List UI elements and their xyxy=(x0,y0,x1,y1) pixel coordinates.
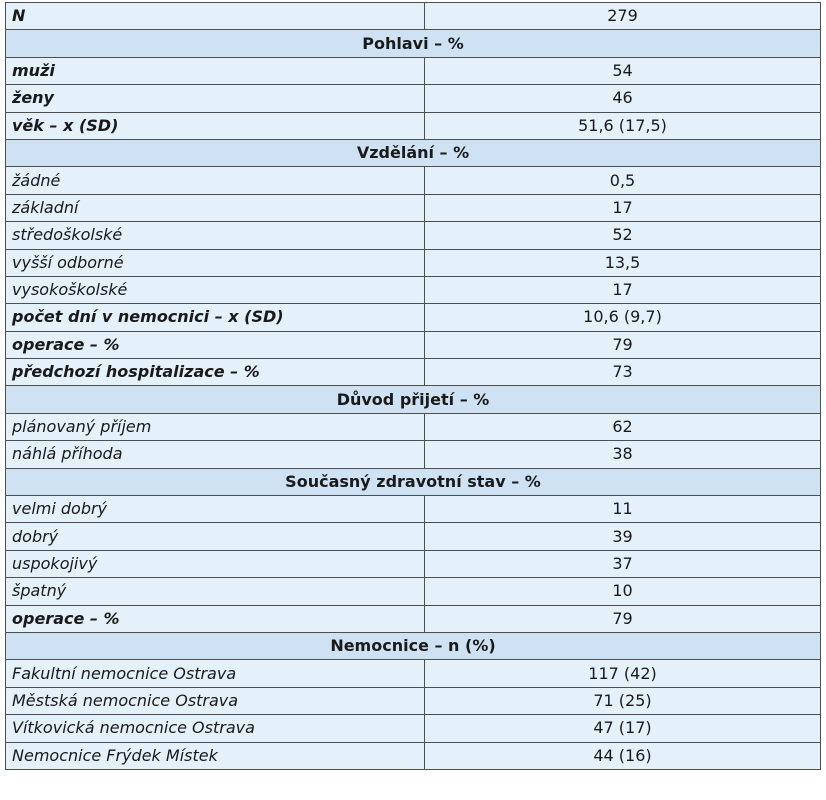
row-label: muži xyxy=(6,57,425,84)
section-header-row xyxy=(6,139,821,166)
row-value: 46 xyxy=(425,85,821,112)
table-row xyxy=(6,550,821,577)
demographics-table xyxy=(5,2,821,770)
row-value: 13,5 xyxy=(425,249,821,276)
row-value: 79 xyxy=(425,331,821,358)
section-title: Důvod přijetí – % xyxy=(6,386,821,413)
row-value: 73 xyxy=(425,359,821,386)
table-container xyxy=(5,2,820,770)
row-label: plánovaný příjem xyxy=(6,413,425,440)
row-value: 17 xyxy=(425,194,821,221)
row-label: žádné xyxy=(6,167,425,194)
table-row xyxy=(6,687,821,714)
table-row xyxy=(6,85,821,112)
row-label: dobrý xyxy=(6,523,425,550)
row-label: vysokoškolské xyxy=(6,276,425,303)
table-row xyxy=(6,742,821,769)
table-row xyxy=(6,660,821,687)
table-row xyxy=(6,441,821,468)
row-value: 62 xyxy=(425,413,821,440)
table-body xyxy=(6,3,821,770)
section-header-row xyxy=(6,386,821,413)
table-row xyxy=(6,578,821,605)
table-row xyxy=(6,3,821,30)
row-label: Fakultní nemocnice Ostrava xyxy=(6,660,425,687)
row-value: 39 xyxy=(425,523,821,550)
table-row xyxy=(6,167,821,194)
row-label: velmi dobrý xyxy=(6,496,425,523)
row-label: N xyxy=(6,3,425,30)
row-value: 38 xyxy=(425,441,821,468)
row-label: předchozí hospitalizace – % xyxy=(6,359,425,386)
row-value: 17 xyxy=(425,276,821,303)
table-row xyxy=(6,331,821,358)
section-header-row xyxy=(6,632,821,659)
row-label: středoškolské xyxy=(6,222,425,249)
table-row xyxy=(6,276,821,303)
section-title: Nemocnice – n (%) xyxy=(6,632,821,659)
row-value: 279 xyxy=(425,3,821,30)
table-row xyxy=(6,496,821,523)
section-header-row xyxy=(6,468,821,495)
row-label: ženy xyxy=(6,85,425,112)
table-row xyxy=(6,413,821,440)
row-value: 51,6 (17,5) xyxy=(425,112,821,139)
table-row xyxy=(6,194,821,221)
row-label: uspokojivý xyxy=(6,550,425,577)
table-row xyxy=(6,304,821,331)
row-value: 52 xyxy=(425,222,821,249)
row-value: 79 xyxy=(425,605,821,632)
row-value: 117 (42) xyxy=(425,660,821,687)
row-value: 47 (17) xyxy=(425,715,821,742)
row-value: 10 xyxy=(425,578,821,605)
row-label: Městská nemocnice Ostrava xyxy=(6,687,425,714)
row-label: operace – % xyxy=(6,605,425,632)
row-label: vyšší odborné xyxy=(6,249,425,276)
table-row xyxy=(6,359,821,386)
section-title: Současný zdravotní stav – % xyxy=(6,468,821,495)
row-value: 54 xyxy=(425,57,821,84)
row-label: základní xyxy=(6,194,425,221)
table-row xyxy=(6,523,821,550)
row-label: počet dní v nemocnici – x (SD) xyxy=(6,304,425,331)
table-row xyxy=(6,57,821,84)
row-value: 0,5 xyxy=(425,167,821,194)
row-label: věk – x (SD) xyxy=(6,112,425,139)
table-row xyxy=(6,715,821,742)
table-row xyxy=(6,112,821,139)
section-header-row xyxy=(6,30,821,57)
section-title: Pohlavi – % xyxy=(6,30,821,57)
row-label: náhlá příhoda xyxy=(6,441,425,468)
table-row xyxy=(6,222,821,249)
row-label: Vítkovická nemocnice Ostrava xyxy=(6,715,425,742)
row-value: 37 xyxy=(425,550,821,577)
row-value: 71 (25) xyxy=(425,687,821,714)
row-value: 10,6 (9,7) xyxy=(425,304,821,331)
table-row xyxy=(6,605,821,632)
row-label: operace – % xyxy=(6,331,425,358)
section-title: Vzdělání – % xyxy=(6,139,821,166)
row-value: 44 (16) xyxy=(425,742,821,769)
row-value: 11 xyxy=(425,496,821,523)
row-label: špatný xyxy=(6,578,425,605)
row-label: Nemocnice Frýdek Místek xyxy=(6,742,425,769)
table-row xyxy=(6,249,821,276)
